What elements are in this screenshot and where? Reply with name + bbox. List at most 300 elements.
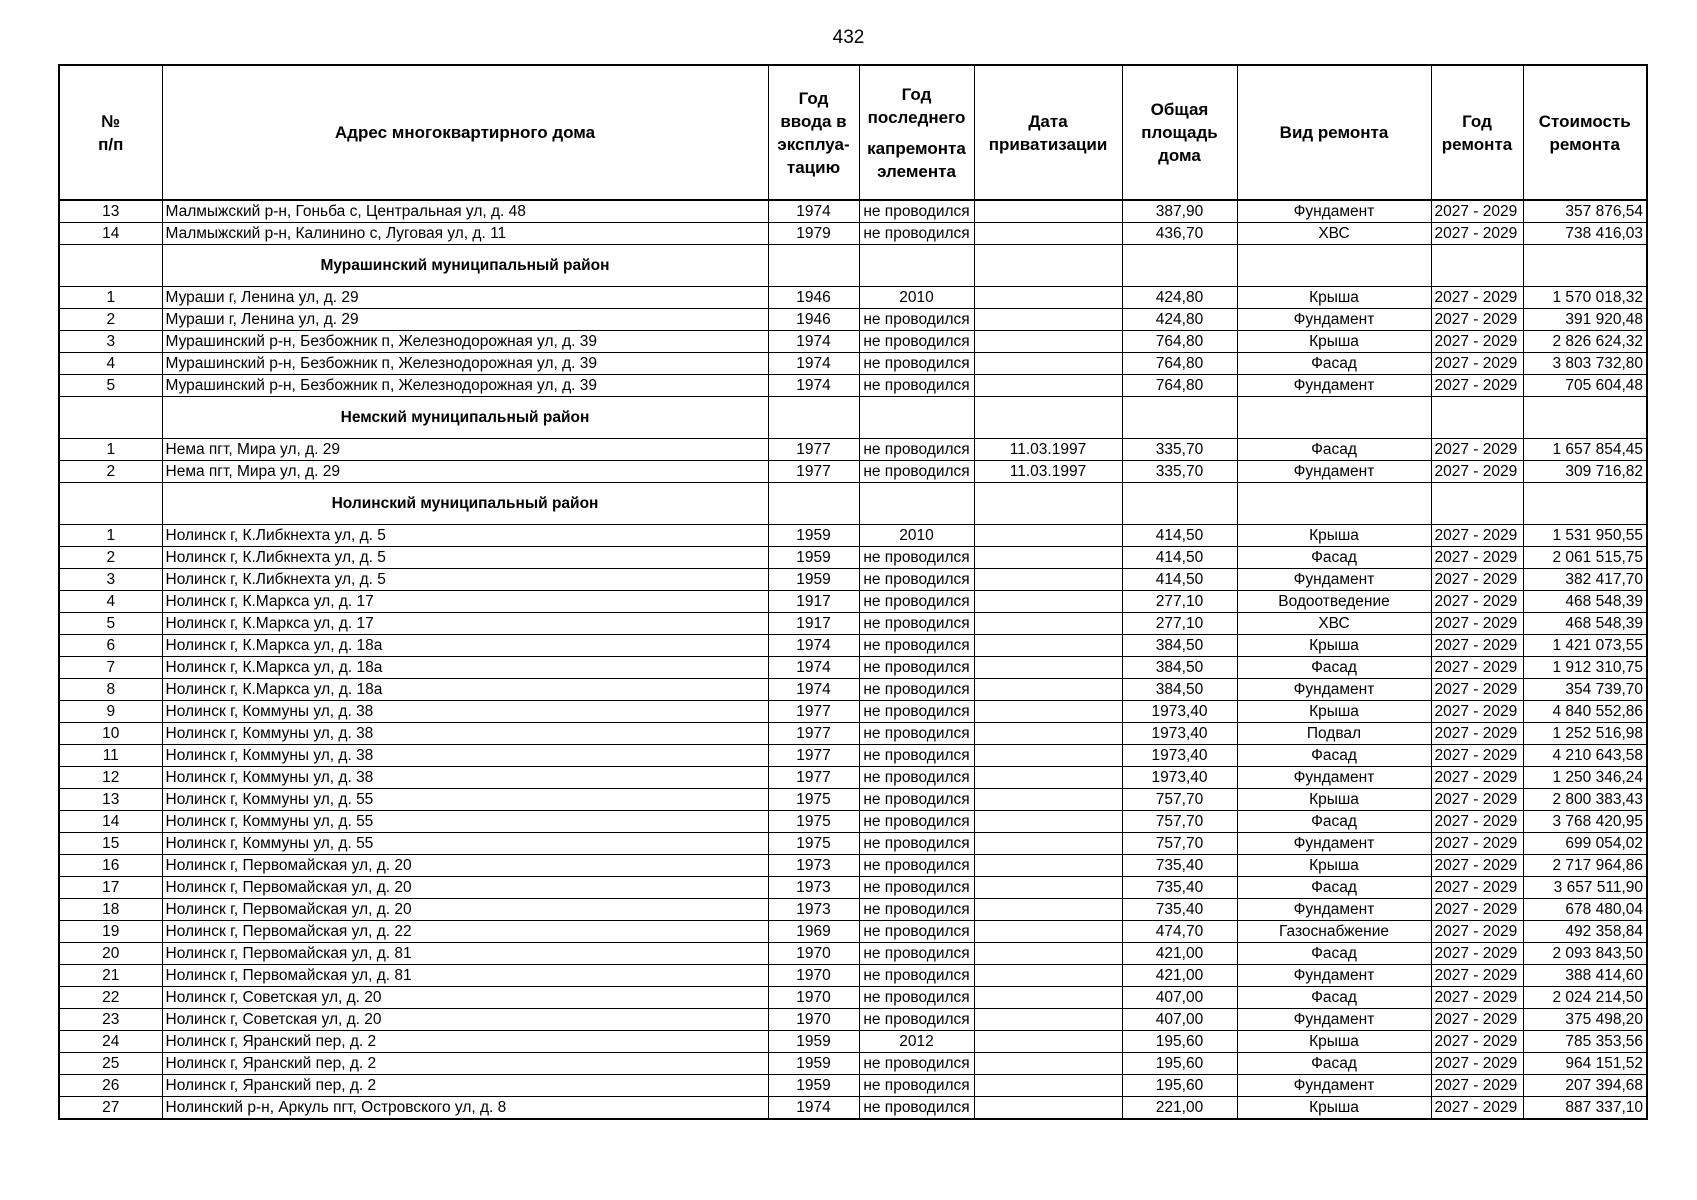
cell-last-repair: 2010: [859, 287, 974, 309]
district-name: Мурашинский муниципальный район: [162, 245, 768, 287]
cell-address: Малмыжский р-н, Калинино с, Луговая ул, д. 11: [162, 223, 768, 245]
cell-repair-type: Крыша: [1237, 525, 1431, 547]
cell-address: Мураши г, Ленина ул, д. 29: [162, 309, 768, 331]
cell-address: Мурашинский р-н, Безбожник п, Железнодорожная ул, д. 39: [162, 375, 768, 397]
cell-num: 1: [59, 525, 162, 547]
table-row: [59, 613, 1647, 635]
cell-repair-type: Крыша: [1237, 789, 1431, 811]
cell-last-repair: не проводился: [859, 613, 974, 635]
district-empty-cell: [1431, 483, 1523, 525]
header-area-line3: дома: [1158, 146, 1201, 165]
cell-repair-type: Фундамент: [1237, 309, 1431, 331]
cell-num: 4: [59, 591, 162, 613]
cell-repair-year: 2027 - 2029: [1431, 375, 1523, 397]
cell-privatization: [974, 1009, 1122, 1031]
cell-cost: 1 250 346,24: [1523, 767, 1647, 789]
cell-address: Мурашинский р-н, Безбожник п, Железнодорожная ул, д. 39: [162, 331, 768, 353]
cell-repair-type: Крыша: [1237, 635, 1431, 657]
table-row: [59, 547, 1647, 569]
cell-repair-type: Фасад: [1237, 353, 1431, 375]
cell-year-built: 1979: [768, 223, 859, 245]
district-empty-cell: [1523, 397, 1647, 439]
cell-num: 6: [59, 635, 162, 657]
cell-year-built: 1959: [768, 1053, 859, 1075]
cell-address: Нолинск г, К.Маркса ул, д. 17: [162, 591, 768, 613]
cell-address: Нолинск г, Коммуны ул, д. 38: [162, 701, 768, 723]
cell-last-repair: не проводился: [859, 1097, 974, 1120]
cell-cost: 492 358,84: [1523, 921, 1647, 943]
cell-cost: 4 210 643,58: [1523, 745, 1647, 767]
cell-repair-type: Фундамент: [1237, 899, 1431, 921]
district-header-row: [59, 483, 1647, 525]
table-row: [59, 745, 1647, 767]
cell-privatization: [974, 855, 1122, 877]
table-row: [59, 877, 1647, 899]
header-privatization: [974, 65, 1122, 200]
cell-repair-year: 2027 - 2029: [1431, 921, 1523, 943]
cell-num: 14: [59, 811, 162, 833]
cell-num: 7: [59, 657, 162, 679]
cell-address: Нолинск г, Советская ул, д. 20: [162, 987, 768, 1009]
cell-area: 195,60: [1122, 1053, 1237, 1075]
cell-repair-year: 2027 - 2029: [1431, 547, 1523, 569]
cell-num: 12: [59, 767, 162, 789]
cell-repair-year: 2027 - 2029: [1431, 965, 1523, 987]
cell-num: 13: [59, 789, 162, 811]
cell-repair-year: 2027 - 2029: [1431, 811, 1523, 833]
cell-cost: 1 657 854,45: [1523, 439, 1647, 461]
cell-year-built: 1977: [768, 439, 859, 461]
header-num: [59, 65, 162, 200]
header-last-repair-line4: элемента: [877, 161, 956, 181]
cell-year-built: 1977: [768, 723, 859, 745]
header-last-repair-line2: последнего: [867, 107, 966, 127]
district-empty-cell: [859, 397, 974, 439]
cell-last-repair: не проводился: [859, 789, 974, 811]
cell-year-built: 1974: [768, 635, 859, 657]
cell-area: 387,90: [1122, 200, 1237, 223]
table-row: [59, 921, 1647, 943]
district-empty-cell: [1431, 397, 1523, 439]
cell-last-repair: не проводился: [859, 899, 974, 921]
cell-repair-type: Крыша: [1237, 331, 1431, 353]
header-row: [59, 65, 1647, 200]
cell-privatization: [974, 353, 1122, 375]
repair-plan-table-container: [58, 64, 1646, 1120]
cell-year-built: 1977: [768, 461, 859, 483]
cell-last-repair: не проводился: [859, 745, 974, 767]
cell-year-built: 1975: [768, 833, 859, 855]
district-empty-cell: [1237, 483, 1431, 525]
table-row: [59, 811, 1647, 833]
cell-year-built: 1917: [768, 591, 859, 613]
cell-year-built: 1970: [768, 987, 859, 1009]
cell-cost: 3 657 511,90: [1523, 877, 1647, 899]
cell-area: 735,40: [1122, 855, 1237, 877]
cell-cost: 388 414,60: [1523, 965, 1647, 987]
cell-repair-year: 2027 - 2029: [1431, 833, 1523, 855]
cell-num: 21: [59, 965, 162, 987]
table-row: [59, 1053, 1647, 1075]
cell-repair-year: 2027 - 2029: [1431, 767, 1523, 789]
cell-privatization: [974, 223, 1122, 245]
district-name: Нолинский муниципальный район: [162, 483, 768, 525]
cell-privatization: [974, 899, 1122, 921]
cell-address: Нолинск г, Первомайская ул, д. 81: [162, 943, 768, 965]
cell-area: 421,00: [1122, 965, 1237, 987]
cell-last-repair: не проводился: [859, 987, 974, 1009]
header-num-line1: №: [101, 111, 121, 131]
page-number: 432: [832, 27, 865, 48]
cell-repair-year: 2027 - 2029: [1431, 353, 1523, 375]
table-row: [59, 723, 1647, 745]
cell-area: 195,60: [1122, 1075, 1237, 1097]
district-header-row: [59, 397, 1647, 439]
cell-privatization: [974, 701, 1122, 723]
cell-cost: 964 151,52: [1523, 1053, 1647, 1075]
cell-privatization: [974, 723, 1122, 745]
cell-repair-year: 2027 - 2029: [1431, 1031, 1523, 1053]
cell-repair-type: ХВС: [1237, 223, 1431, 245]
cell-cost: 2 717 964,86: [1523, 855, 1647, 877]
cell-privatization: [974, 921, 1122, 943]
cell-year-built: 1977: [768, 701, 859, 723]
table-row: [59, 223, 1647, 245]
cell-privatization: [974, 525, 1122, 547]
cell-last-repair: не проводился: [859, 811, 974, 833]
cell-area: 421,00: [1122, 943, 1237, 965]
cell-area: 414,50: [1122, 569, 1237, 591]
cell-repair-year: 2027 - 2029: [1431, 657, 1523, 679]
cell-year-built: 1974: [768, 657, 859, 679]
cell-last-repair: не проводился: [859, 223, 974, 245]
cell-repair-year: 2027 - 2029: [1431, 855, 1523, 877]
cell-cost: 1 421 073,55: [1523, 635, 1647, 657]
cell-num: 11: [59, 745, 162, 767]
cell-privatization: [974, 811, 1122, 833]
cell-area: 436,70: [1122, 223, 1237, 245]
cell-repair-type: Фасад: [1237, 439, 1431, 461]
cell-year-built: 1977: [768, 767, 859, 789]
district-empty-cell: [768, 483, 859, 525]
cell-repair-year: 2027 - 2029: [1431, 1075, 1523, 1097]
cell-address: Нолинск г, Первомайская ул, д. 20: [162, 877, 768, 899]
cell-area: 384,50: [1122, 657, 1237, 679]
table-row: [59, 1031, 1647, 1053]
cell-address: Нолинск г, К.Либкнехта ул, д. 5: [162, 547, 768, 569]
header-area-line2: площадь: [1141, 123, 1218, 142]
cell-num: 14: [59, 223, 162, 245]
cell-repair-type: Фундамент: [1237, 1075, 1431, 1097]
cell-address: Нолинск г, Советская ул, д. 20: [162, 1009, 768, 1031]
cell-area: 221,00: [1122, 1097, 1237, 1120]
cell-num: 3: [59, 569, 162, 591]
cell-year-built: 1970: [768, 965, 859, 987]
table-row: [59, 353, 1647, 375]
cell-area: 757,70: [1122, 811, 1237, 833]
header-cost: [1523, 65, 1647, 200]
cell-last-repair: 2010: [859, 525, 974, 547]
cell-year-built: 1974: [768, 331, 859, 353]
cell-last-repair: не проводился: [859, 309, 974, 331]
cell-privatization: [974, 375, 1122, 397]
header-address: Адрес многоквартирного дома: [162, 65, 768, 200]
district-spacer: [59, 397, 162, 439]
cell-num: 5: [59, 375, 162, 397]
cell-repair-type: Фундамент: [1237, 833, 1431, 855]
table-row: [59, 965, 1647, 987]
cell-privatization: [974, 877, 1122, 899]
table-row: [59, 375, 1647, 397]
cell-year-built: 1974: [768, 353, 859, 375]
cell-num: 26: [59, 1075, 162, 1097]
cell-address: Нолинск г, К.Маркса ул, д. 18а: [162, 657, 768, 679]
cell-address: Нолинск г, К.Либкнехта ул, д. 5: [162, 569, 768, 591]
cell-cost: 354 739,70: [1523, 679, 1647, 701]
cell-privatization: [974, 657, 1122, 679]
header-year-built-line2: ввода в: [780, 111, 847, 131]
cell-year-built: 1977: [768, 745, 859, 767]
cell-cost: 3 768 420,95: [1523, 811, 1647, 833]
cell-year-built: 1973: [768, 855, 859, 877]
cell-repair-year: 2027 - 2029: [1431, 877, 1523, 899]
cell-num: 27: [59, 1097, 162, 1120]
district-empty-cell: [768, 245, 859, 287]
cell-repair-year: 2027 - 2029: [1431, 613, 1523, 635]
cell-address: Малмыжский р-н, Гоньба с, Центральная ул, д. 48: [162, 200, 768, 223]
cell-num: 10: [59, 723, 162, 745]
cell-num: 13: [59, 200, 162, 223]
cell-repair-year: 2027 - 2029: [1431, 461, 1523, 483]
cell-num: 1: [59, 439, 162, 461]
cell-privatization: [974, 1031, 1122, 1053]
cell-area: 384,50: [1122, 679, 1237, 701]
cell-repair-type: ХВС: [1237, 613, 1431, 635]
table-row: [59, 635, 1647, 657]
cell-area: 757,70: [1122, 833, 1237, 855]
header-cost-line1: Стоимость: [1538, 111, 1631, 131]
cell-repair-type: Фасад: [1237, 987, 1431, 1009]
header-area: [1122, 65, 1237, 200]
cell-repair-year: 2027 - 2029: [1431, 591, 1523, 613]
cell-repair-type: Фундамент: [1237, 200, 1431, 223]
repair-plan-table: [58, 64, 1648, 1120]
cell-year-built: 1973: [768, 899, 859, 921]
table-body: [59, 200, 1647, 1119]
cell-num: 3: [59, 331, 162, 353]
cell-cost: 2 093 843,50: [1523, 943, 1647, 965]
cell-address: Нолинск г, К.Маркса ул, д. 18а: [162, 635, 768, 657]
cell-privatization: [974, 1053, 1122, 1075]
table-row: [59, 569, 1647, 591]
district-name: Немский муниципальный район: [162, 397, 768, 439]
cell-repair-type: Фундамент: [1237, 767, 1431, 789]
cell-area: 335,70: [1122, 461, 1237, 483]
cell-year-built: 1959: [768, 547, 859, 569]
cell-num: 2: [59, 309, 162, 331]
cell-privatization: [974, 789, 1122, 811]
table-row: [59, 789, 1647, 811]
cell-repair-type: Фундамент: [1237, 375, 1431, 397]
table-row: [59, 461, 1647, 483]
table-row: [59, 591, 1647, 613]
cell-area: 407,00: [1122, 987, 1237, 1009]
cell-cost: 391 920,48: [1523, 309, 1647, 331]
cell-area: 1973,40: [1122, 745, 1237, 767]
cell-num: 22: [59, 987, 162, 1009]
cell-last-repair: не проводился: [859, 965, 974, 987]
cell-last-repair: не проводился: [859, 855, 974, 877]
cell-repair-type: Подвал: [1237, 723, 1431, 745]
cell-cost: 2 800 383,43: [1523, 789, 1647, 811]
cell-last-repair: не проводился: [859, 679, 974, 701]
cell-year-built: 1959: [768, 569, 859, 591]
cell-last-repair: не проводился: [859, 833, 974, 855]
cell-area: 407,00: [1122, 1009, 1237, 1031]
cell-address: Мураши г, Ленина ул, д. 29: [162, 287, 768, 309]
cell-address: Нема пгт, Мира ул, д. 29: [162, 461, 768, 483]
cell-privatization: [974, 987, 1122, 1009]
cell-area: 1973,40: [1122, 701, 1237, 723]
header-repair-year-line2: ремонта: [1441, 134, 1513, 154]
district-empty-cell: [1523, 245, 1647, 287]
cell-privatization: [974, 591, 1122, 613]
cell-last-repair: не проводился: [859, 657, 974, 679]
district-empty-cell: [1237, 397, 1431, 439]
cell-cost: 678 480,04: [1523, 899, 1647, 921]
cell-privatization: [974, 613, 1122, 635]
cell-repair-year: 2027 - 2029: [1431, 309, 1523, 331]
cell-address: Нолинск г, К.Маркса ул, д. 18а: [162, 679, 768, 701]
cell-last-repair: не проводился: [859, 547, 974, 569]
district-empty-cell: [1122, 245, 1237, 287]
cell-area: 1973,40: [1122, 723, 1237, 745]
cell-address: Нолинск г, Коммуны ул, д. 38: [162, 767, 768, 789]
header-last-repair-line3: капремонта: [867, 138, 966, 158]
cell-cost: 382 417,70: [1523, 569, 1647, 591]
cell-privatization: [974, 833, 1122, 855]
header-year-built-line3: эксплуа-: [777, 134, 850, 154]
cell-last-repair: не проводился: [859, 331, 974, 353]
cell-privatization: [974, 331, 1122, 353]
cell-repair-year: 2027 - 2029: [1431, 1053, 1523, 1075]
cell-cost: 699 054,02: [1523, 833, 1647, 855]
cell-area: 414,50: [1122, 547, 1237, 569]
cell-num: 18: [59, 899, 162, 921]
cell-address: Нолинск г, Яранский пер, д. 2: [162, 1031, 768, 1053]
header-year-built-line4: тацию: [786, 157, 841, 177]
cell-area: 424,80: [1122, 309, 1237, 331]
cell-last-repair: не проводился: [859, 921, 974, 943]
cell-year-built: 1969: [768, 921, 859, 943]
cell-num: 24: [59, 1031, 162, 1053]
district-empty-cell: [1523, 483, 1647, 525]
cell-repair-type: Газоснабжение: [1237, 921, 1431, 943]
cell-cost: 1 531 950,55: [1523, 525, 1647, 547]
district-empty-cell: [1122, 483, 1237, 525]
cell-area: 757,70: [1122, 789, 1237, 811]
cell-year-built: 1970: [768, 943, 859, 965]
cell-address: Нолинск г, Коммуны ул, д. 55: [162, 833, 768, 855]
cell-last-repair: не проводился: [859, 1053, 974, 1075]
district-spacer: [59, 483, 162, 525]
table-row: [59, 1097, 1647, 1120]
cell-repair-type: Фасад: [1237, 1053, 1431, 1075]
cell-num: 5: [59, 613, 162, 635]
cell-repair-year: 2027 - 2029: [1431, 635, 1523, 657]
cell-cost: 468 548,39: [1523, 613, 1647, 635]
cell-num: 4: [59, 353, 162, 375]
district-header-row: [59, 245, 1647, 287]
table-row: [59, 657, 1647, 679]
cell-last-repair: не проводился: [859, 877, 974, 899]
cell-repair-year: 2027 - 2029: [1431, 1009, 1523, 1031]
header-privatization-line1: Дата: [1028, 111, 1068, 131]
cell-repair-year: 2027 - 2029: [1431, 331, 1523, 353]
header-last-repair: [859, 65, 974, 200]
cell-repair-year: 2027 - 2029: [1431, 789, 1523, 811]
cell-cost: 4 840 552,86: [1523, 701, 1647, 723]
cell-repair-year: 2027 - 2029: [1431, 525, 1523, 547]
cell-year-built: 1975: [768, 811, 859, 833]
cell-year-built: 1970: [768, 1009, 859, 1031]
table-row: [59, 899, 1647, 921]
table-row: [59, 701, 1647, 723]
cell-privatization: [974, 200, 1122, 223]
table-row: [59, 200, 1647, 223]
table-row: [59, 331, 1647, 353]
cell-area: 764,80: [1122, 353, 1237, 375]
cell-repair-type: Фасад: [1237, 943, 1431, 965]
cell-num: 20: [59, 943, 162, 965]
cell-repair-year: 2027 - 2029: [1431, 987, 1523, 1009]
cell-repair-year: 2027 - 2029: [1431, 745, 1523, 767]
cell-area: 735,40: [1122, 899, 1237, 921]
cell-last-repair: не проводился: [859, 1009, 974, 1031]
cell-repair-year: 2027 - 2029: [1431, 943, 1523, 965]
cell-area: 764,80: [1122, 331, 1237, 353]
cell-repair-year: 2027 - 2029: [1431, 287, 1523, 309]
cell-address: Нолинск г, Первомайская ул, д. 81: [162, 965, 768, 987]
table-row: [59, 309, 1647, 331]
header-year-built-line1: Год: [798, 88, 829, 108]
cell-year-built: 1946: [768, 287, 859, 309]
cell-cost: 3 803 732,80: [1523, 353, 1647, 375]
table-row: [59, 525, 1647, 547]
cell-last-repair: не проводился: [859, 635, 974, 657]
cell-cost: 2 024 214,50: [1523, 987, 1647, 1009]
cell-last-repair: не проводился: [859, 701, 974, 723]
header-cost-line2: ремонта: [1549, 134, 1620, 154]
cell-address: Нолинск г, Яранский пер, д. 2: [162, 1075, 768, 1097]
cell-repair-year: 2027 - 2029: [1431, 569, 1523, 591]
cell-cost: 207 394,68: [1523, 1075, 1647, 1097]
cell-cost: 1 912 310,75: [1523, 657, 1647, 679]
cell-num: 8: [59, 679, 162, 701]
header-repair-year: [1431, 65, 1523, 200]
cell-area: 424,80: [1122, 287, 1237, 309]
cell-year-built: 1959: [768, 1031, 859, 1053]
cell-cost: 468 548,39: [1523, 591, 1647, 613]
cell-year-built: 1959: [768, 1075, 859, 1097]
cell-address: Нолинск г, Первомайская ул, д. 20: [162, 899, 768, 921]
cell-num: 9: [59, 701, 162, 723]
cell-privatization: [974, 1097, 1122, 1120]
cell-last-repair: не проводился: [859, 1075, 974, 1097]
cell-repair-type: Крыша: [1237, 855, 1431, 877]
cell-repair-year: 2027 - 2029: [1431, 679, 1523, 701]
cell-repair-type: Крыша: [1237, 701, 1431, 723]
